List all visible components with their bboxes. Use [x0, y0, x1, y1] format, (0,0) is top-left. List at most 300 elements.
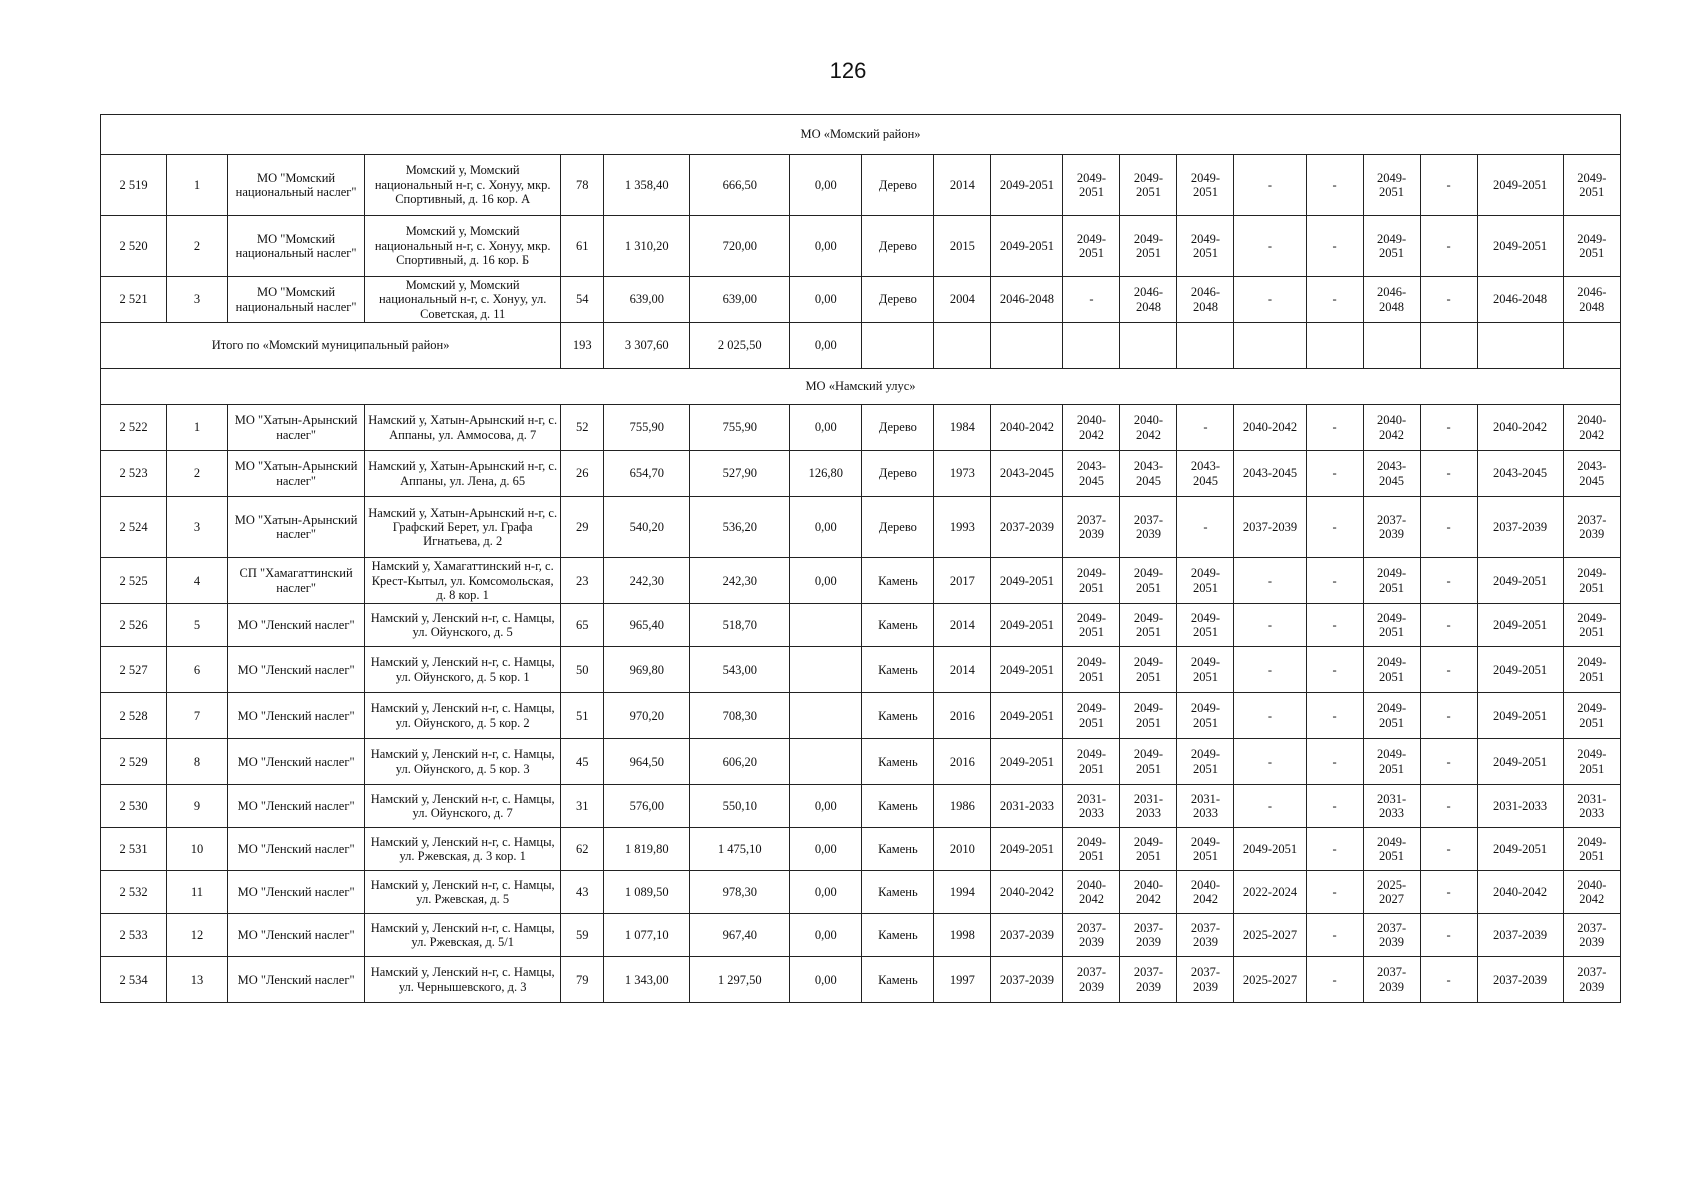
residents-count: 45: [561, 739, 604, 785]
table-row: [101, 405, 1621, 451]
repair-period-3: 2049-2051: [1120, 739, 1177, 785]
non-living-area: 0,00: [790, 155, 862, 216]
repair-period-4: 2037-2039: [1177, 957, 1234, 1003]
total-area: 242,30: [604, 558, 690, 604]
total-area: 540,20: [604, 497, 690, 558]
repair-period-9: 2049-2051: [1477, 828, 1563, 871]
repair-period-6: -: [1306, 785, 1363, 828]
section-header-row: [101, 115, 1621, 155]
municipality-name: МО "Ленский наслег": [228, 957, 365, 1003]
address: Намский у, Ленский н-г, с. Намцы, ул. Ойунского, д. 5 кор. 1: [365, 647, 561, 693]
repair-period-2: 2040-2042: [1063, 871, 1120, 914]
row-index: 12: [167, 914, 228, 957]
table-row: [101, 604, 1621, 647]
repair-period-10: 2049-2051: [1563, 693, 1620, 739]
repair-period-2: 2037-2039: [1063, 957, 1120, 1003]
repair-period-7: 2031-2033: [1363, 785, 1420, 828]
municipality-name: МО "Ленский наслег": [228, 828, 365, 871]
row-number: 2 524: [101, 497, 167, 558]
section-title: МО «Намский улус»: [101, 369, 1621, 405]
empty-cell: [934, 323, 991, 369]
total-residents: 193: [561, 323, 604, 369]
repair-period-5: 2049-2051: [1234, 828, 1306, 871]
wall-material: Дерево: [862, 405, 934, 451]
total-area: 1 077,10: [604, 914, 690, 957]
empty-cell: [1177, 323, 1234, 369]
row-index: 9: [167, 785, 228, 828]
row-number: 2 531: [101, 828, 167, 871]
repair-period-8: -: [1420, 914, 1477, 957]
repair-period-2: 2049-2051: [1063, 647, 1120, 693]
repair-period-5: -: [1234, 785, 1306, 828]
address: Момский у, Момский национальный н-г, с. Хонуу, мкр. Спортивный, д. 16 кор. А: [365, 155, 561, 216]
repair-period-9: 2037-2039: [1477, 497, 1563, 558]
non-living-area: 126,80: [790, 451, 862, 497]
residents-count: 43: [561, 871, 604, 914]
municipality-name: МО "Хатын-Арынский наслег": [228, 497, 365, 558]
municipality-name: МО "Ленский наслег": [228, 604, 365, 647]
table-row: [101, 155, 1621, 216]
residents-count: 23: [561, 558, 604, 604]
table-row: [101, 216, 1621, 277]
empty-cell: [1563, 323, 1620, 369]
repair-period-1: 2049-2051: [991, 155, 1063, 216]
municipality-name: МО "Хатын-Арынский наслег": [228, 451, 365, 497]
address: Намский у, Хамагаттинский н-г, с. Крест-Кытыл, ул. Комсомольская, д. 8 кор. 1: [365, 558, 561, 604]
row-index: 8: [167, 739, 228, 785]
empty-cell: [1234, 323, 1306, 369]
repair-period-10: 2049-2051: [1563, 558, 1620, 604]
living-area: 1 475,10: [690, 828, 790, 871]
repair-period-10: 2049-2051: [1563, 647, 1620, 693]
row-number: 2 519: [101, 155, 167, 216]
repair-period-3: 2031-2033: [1120, 785, 1177, 828]
repair-period-1: 2037-2039: [991, 914, 1063, 957]
address: Намский у, Хатын-Арынский н-г, с. Аппаны, ул. Лена, д. 65: [365, 451, 561, 497]
repair-period-7: 2025-2027: [1363, 871, 1420, 914]
repair-period-3: 2043-2045: [1120, 451, 1177, 497]
residents-count: 62: [561, 828, 604, 871]
page-number: 126: [829, 58, 867, 83]
wall-material: Камень: [862, 871, 934, 914]
wall-material: Камень: [862, 558, 934, 604]
build-year: 2004: [934, 277, 991, 323]
repair-period-5: 2025-2027: [1234, 914, 1306, 957]
address: Намский у, Хатын-Арынский н-г, с. Графский Берет, ул. Графа Игнатьева, д. 2: [365, 497, 561, 558]
total-area: 1 819,80: [604, 828, 690, 871]
municipality-name: МО "Момский национальный наслег": [228, 277, 365, 323]
repair-period-7: 2037-2039: [1363, 497, 1420, 558]
total-area: 970,20: [604, 693, 690, 739]
table-row: [101, 451, 1621, 497]
repair-period-9: 2049-2051: [1477, 155, 1563, 216]
build-year: 1993: [934, 497, 991, 558]
repair-period-8: -: [1420, 497, 1477, 558]
wall-material: Дерево: [862, 216, 934, 277]
repair-period-1: 2049-2051: [991, 828, 1063, 871]
row-number: 2 533: [101, 914, 167, 957]
total-area: 755,90: [604, 405, 690, 451]
residents-count: 54: [561, 277, 604, 323]
build-year: 1998: [934, 914, 991, 957]
table-row: [101, 957, 1621, 1003]
repair-period-1: 2049-2051: [991, 216, 1063, 277]
repair-period-8: -: [1420, 957, 1477, 1003]
repair-period-7: 2049-2051: [1363, 604, 1420, 647]
repair-period-5: -: [1234, 739, 1306, 785]
repair-period-10: 2037-2039: [1563, 914, 1620, 957]
total-area: 1 343,00: [604, 957, 690, 1003]
repair-period-1: 2049-2051: [991, 558, 1063, 604]
wall-material: Дерево: [862, 451, 934, 497]
repair-period-6: -: [1306, 155, 1363, 216]
total-label: Итого по «Момский муниципальный район»: [101, 323, 561, 369]
table-row: [101, 558, 1621, 604]
repair-period-3: 2049-2051: [1120, 604, 1177, 647]
repair-period-2: 2049-2051: [1063, 155, 1120, 216]
living-area: 527,90: [690, 451, 790, 497]
total-area: 1 089,50: [604, 871, 690, 914]
build-year: 2014: [934, 604, 991, 647]
total-row: [101, 323, 1621, 369]
repair-period-4: 2049-2051: [1177, 604, 1234, 647]
living-area: 242,30: [690, 558, 790, 604]
residents-count: 50: [561, 647, 604, 693]
repair-period-1: 2031-2033: [991, 785, 1063, 828]
repair-period-8: -: [1420, 604, 1477, 647]
row-index: 5: [167, 604, 228, 647]
repair-period-2: 2049-2051: [1063, 739, 1120, 785]
total-area: 654,70: [604, 451, 690, 497]
repair-period-5: 2022-2024: [1234, 871, 1306, 914]
non-living-area: 0,00: [790, 497, 862, 558]
address: Момский у, Момский национальный н-г, с. Хонуу, мкр. Спортивный, д. 16 кор. Б: [365, 216, 561, 277]
row-number: 2 528: [101, 693, 167, 739]
repair-period-3: 2049-2051: [1120, 216, 1177, 277]
total-area: 1 358,40: [604, 155, 690, 216]
living-area: 967,40: [690, 914, 790, 957]
wall-material: Камень: [862, 785, 934, 828]
row-number: 2 520: [101, 216, 167, 277]
living-area: 755,90: [690, 405, 790, 451]
row-number: 2 526: [101, 604, 167, 647]
residents-count: 26: [561, 451, 604, 497]
repair-period-3: 2040-2042: [1120, 405, 1177, 451]
repair-period-1: 2037-2039: [991, 497, 1063, 558]
build-year: 2014: [934, 647, 991, 693]
living-area: 606,20: [690, 739, 790, 785]
row-index: 4: [167, 558, 228, 604]
repair-period-1: 2049-2051: [991, 647, 1063, 693]
repair-period-6: -: [1306, 739, 1363, 785]
repair-period-9: 2049-2051: [1477, 739, 1563, 785]
row-number: 2 521: [101, 277, 167, 323]
repair-period-4: 2037-2039: [1177, 914, 1234, 957]
total-area: 965,40: [604, 604, 690, 647]
row-index: 3: [167, 277, 228, 323]
repair-period-9: 2040-2042: [1477, 871, 1563, 914]
repair-period-9: 2031-2033: [1477, 785, 1563, 828]
address: Намский у, Ленский н-г, с. Намцы, ул. Ржевская, д. 3 кор. 1: [365, 828, 561, 871]
repair-period-8: -: [1420, 871, 1477, 914]
repair-period-4: 2046-2048: [1177, 277, 1234, 323]
living-area: 543,00: [690, 647, 790, 693]
repair-period-4: 2049-2051: [1177, 558, 1234, 604]
repair-period-4: 2049-2051: [1177, 828, 1234, 871]
table-row: [101, 693, 1621, 739]
repair-period-2: 2037-2039: [1063, 497, 1120, 558]
repair-period-6: -: [1306, 828, 1363, 871]
row-index: 3: [167, 497, 228, 558]
repair-period-5: 2025-2027: [1234, 957, 1306, 1003]
repair-period-2: 2031-2033: [1063, 785, 1120, 828]
repair-period-2: 2049-2051: [1063, 604, 1120, 647]
row-index: 7: [167, 693, 228, 739]
repair-period-1: 2046-2048: [991, 277, 1063, 323]
non-living-area: 0,00: [790, 277, 862, 323]
non-living-area: 0,00: [790, 871, 862, 914]
repair-period-8: -: [1420, 558, 1477, 604]
wall-material: Камень: [862, 914, 934, 957]
repair-period-10: 2043-2045: [1563, 451, 1620, 497]
living-area: 1 297,50: [690, 957, 790, 1003]
living-area: 639,00: [690, 277, 790, 323]
repair-period-2: 2049-2051: [1063, 558, 1120, 604]
section-title: МО «Момский район»: [101, 115, 1621, 155]
repair-period-8: -: [1420, 785, 1477, 828]
residents-count: 52: [561, 405, 604, 451]
repair-period-1: 2040-2042: [991, 871, 1063, 914]
wall-material: Дерево: [862, 155, 934, 216]
repair-period-9: 2037-2039: [1477, 914, 1563, 957]
repair-period-8: -: [1420, 155, 1477, 216]
repair-period-8: -: [1420, 739, 1477, 785]
repair-period-3: 2046-2048: [1120, 277, 1177, 323]
repair-period-5: 2037-2039: [1234, 497, 1306, 558]
repair-period-6: -: [1306, 647, 1363, 693]
build-year: 2014: [934, 155, 991, 216]
row-index: 2: [167, 216, 228, 277]
living-area: 720,00: [690, 216, 790, 277]
repair-period-10: 2037-2039: [1563, 497, 1620, 558]
address: Намский у, Ленский н-г, с. Намцы, ул. Ойунского, д. 5: [365, 604, 561, 647]
repair-period-1: 2043-2045: [991, 451, 1063, 497]
build-year: 1973: [934, 451, 991, 497]
empty-cell: [1363, 323, 1420, 369]
repair-period-10: 2037-2039: [1563, 957, 1620, 1003]
repair-period-2: 2049-2051: [1063, 828, 1120, 871]
repair-period-2: 2040-2042: [1063, 405, 1120, 451]
repair-period-1: 2040-2042: [991, 405, 1063, 451]
row-number: 2 534: [101, 957, 167, 1003]
repair-period-7: 2046-2048: [1363, 277, 1420, 323]
table-row: [101, 914, 1621, 957]
repair-period-10: 2049-2051: [1563, 155, 1620, 216]
address: Намский у, Ленский н-г, с. Намцы, ул. Ойунского, д. 5 кор. 3: [365, 739, 561, 785]
repair-period-10: 2040-2042: [1563, 405, 1620, 451]
repair-period-10: 2049-2051: [1563, 604, 1620, 647]
row-number: 2 527: [101, 647, 167, 693]
repair-period-4: 2031-2033: [1177, 785, 1234, 828]
row-number: 2 525: [101, 558, 167, 604]
row-number: 2 532: [101, 871, 167, 914]
repair-period-10: 2046-2048: [1563, 277, 1620, 323]
repair-period-6: -: [1306, 216, 1363, 277]
total-non-living-area: 0,00: [790, 323, 862, 369]
table-row: [101, 871, 1621, 914]
residents-count: 61: [561, 216, 604, 277]
repair-period-9: 2049-2051: [1477, 693, 1563, 739]
repair-period-5: -: [1234, 155, 1306, 216]
empty-cell: [1477, 323, 1563, 369]
repair-period-5: -: [1234, 604, 1306, 647]
repair-period-8: -: [1420, 693, 1477, 739]
repair-period-4: 2043-2045: [1177, 451, 1234, 497]
repair-period-6: -: [1306, 405, 1363, 451]
municipality-name: МО "Ленский наслег": [228, 739, 365, 785]
repair-period-6: -: [1306, 604, 1363, 647]
non-living-area: 0,00: [790, 914, 862, 957]
living-area: 708,30: [690, 693, 790, 739]
total-area: 576,00: [604, 785, 690, 828]
build-year: 2015: [934, 216, 991, 277]
repair-period-4: 2049-2051: [1177, 647, 1234, 693]
living-area: 666,50: [690, 155, 790, 216]
repair-period-6: -: [1306, 693, 1363, 739]
address: Намский у, Ленский н-г, с. Намцы, ул. Ржевская, д. 5: [365, 871, 561, 914]
wall-material: Камень: [862, 604, 934, 647]
repair-period-5: -: [1234, 277, 1306, 323]
repair-period-9: 2049-2051: [1477, 604, 1563, 647]
total-area: 964,50: [604, 739, 690, 785]
repair-period-7: 2040-2042: [1363, 405, 1420, 451]
row-index: 2: [167, 451, 228, 497]
repair-period-6: -: [1306, 497, 1363, 558]
residents-count: 51: [561, 693, 604, 739]
repair-period-3: 2049-2051: [1120, 647, 1177, 693]
address: Намский у, Ленский н-г, с. Намцы, ул. Ржевская, д. 5/1: [365, 914, 561, 957]
repair-period-2: 2043-2045: [1063, 451, 1120, 497]
municipality-name: СП "Хамагаттинский наслег": [228, 558, 365, 604]
repair-period-2: 2049-2051: [1063, 216, 1120, 277]
empty-cell: [991, 323, 1063, 369]
repair-period-7: 2037-2039: [1363, 914, 1420, 957]
repair-period-5: -: [1234, 216, 1306, 277]
repair-period-2: 2037-2039: [1063, 914, 1120, 957]
repair-period-10: 2031-2033: [1563, 785, 1620, 828]
repair-period-1: 2037-2039: [991, 957, 1063, 1003]
living-area: 536,20: [690, 497, 790, 558]
section-header-row: [101, 369, 1621, 405]
repair-period-3: 2049-2051: [1120, 693, 1177, 739]
housing-register-table: [100, 114, 1621, 1003]
repair-period-3: 2049-2051: [1120, 828, 1177, 871]
repair-period-7: 2049-2051: [1363, 828, 1420, 871]
repair-period-10: 2049-2051: [1563, 828, 1620, 871]
empty-cell: [1420, 323, 1477, 369]
address: Момский у, Момский национальный н-г, с. Хонуу, ул. Советская, д. 11: [365, 277, 561, 323]
repair-period-6: -: [1306, 558, 1363, 604]
repair-period-6: -: [1306, 957, 1363, 1003]
residents-count: 31: [561, 785, 604, 828]
repair-period-8: -: [1420, 451, 1477, 497]
repair-period-2: 2049-2051: [1063, 693, 1120, 739]
repair-period-6: -: [1306, 277, 1363, 323]
address: Намский у, Ленский н-г, с. Намцы, ул. Ойунского, д. 7: [365, 785, 561, 828]
repair-period-7: 2049-2051: [1363, 693, 1420, 739]
repair-period-9: 2049-2051: [1477, 216, 1563, 277]
non-living-area: 0,00: [790, 828, 862, 871]
repair-period-7: 2037-2039: [1363, 957, 1420, 1003]
repair-period-4: 2049-2051: [1177, 693, 1234, 739]
repair-period-3: 2049-2051: [1120, 558, 1177, 604]
repair-period-6: -: [1306, 451, 1363, 497]
repair-period-1: 2049-2051: [991, 739, 1063, 785]
municipality-name: МО "Момский национальный наслег": [228, 155, 365, 216]
repair-period-7: 2049-2051: [1363, 216, 1420, 277]
repair-period-7: 2049-2051: [1363, 155, 1420, 216]
non-living-area: [790, 693, 862, 739]
repair-period-9: 2049-2051: [1477, 647, 1563, 693]
row-number: 2 522: [101, 405, 167, 451]
municipality-name: МО "Ленский наслег": [228, 914, 365, 957]
total-area: 969,80: [604, 647, 690, 693]
non-living-area: 0,00: [790, 216, 862, 277]
repair-period-4: -: [1177, 497, 1234, 558]
residents-count: 29: [561, 497, 604, 558]
build-year: 1997: [934, 957, 991, 1003]
repair-period-9: 2049-2051: [1477, 558, 1563, 604]
total-area: 639,00: [604, 277, 690, 323]
empty-cell: [1063, 323, 1120, 369]
repair-period-9: 2046-2048: [1477, 277, 1563, 323]
table-row: [101, 785, 1621, 828]
repair-period-4: 2040-2042: [1177, 871, 1234, 914]
wall-material: Камень: [862, 957, 934, 1003]
repair-period-7: 2043-2045: [1363, 451, 1420, 497]
row-number: 2 529: [101, 739, 167, 785]
repair-period-10: 2040-2042: [1563, 871, 1620, 914]
build-year: 2016: [934, 693, 991, 739]
row-index: 1: [167, 405, 228, 451]
repair-period-5: 2040-2042: [1234, 405, 1306, 451]
repair-period-10: 2049-2051: [1563, 739, 1620, 785]
table-row: [101, 739, 1621, 785]
non-living-area: 0,00: [790, 785, 862, 828]
table-row: [101, 497, 1621, 558]
repair-period-9: 2037-2039: [1477, 957, 1563, 1003]
residents-count: 78: [561, 155, 604, 216]
table-row: [101, 828, 1621, 871]
row-index: 11: [167, 871, 228, 914]
total-living-area: 2 025,50: [690, 323, 790, 369]
repair-period-3: 2037-2039: [1120, 497, 1177, 558]
repair-period-1: 2049-2051: [991, 604, 1063, 647]
wall-material: Камень: [862, 828, 934, 871]
repair-period-6: -: [1306, 914, 1363, 957]
address: Намский у, Хатын-Арынский н-г, с. Аппаны, ул. Аммосова, д. 7: [365, 405, 561, 451]
repair-period-3: 2037-2039: [1120, 957, 1177, 1003]
repair-period-2: -: [1063, 277, 1120, 323]
empty-cell: [1120, 323, 1177, 369]
residents-count: 65: [561, 604, 604, 647]
repair-period-6: -: [1306, 871, 1363, 914]
row-number: 2 530: [101, 785, 167, 828]
repair-period-5: 2043-2045: [1234, 451, 1306, 497]
address: Намский у, Ленский н-г, с. Намцы, ул. Ойунского, д. 5 кор. 2: [365, 693, 561, 739]
row-number: 2 523: [101, 451, 167, 497]
residents-count: 79: [561, 957, 604, 1003]
